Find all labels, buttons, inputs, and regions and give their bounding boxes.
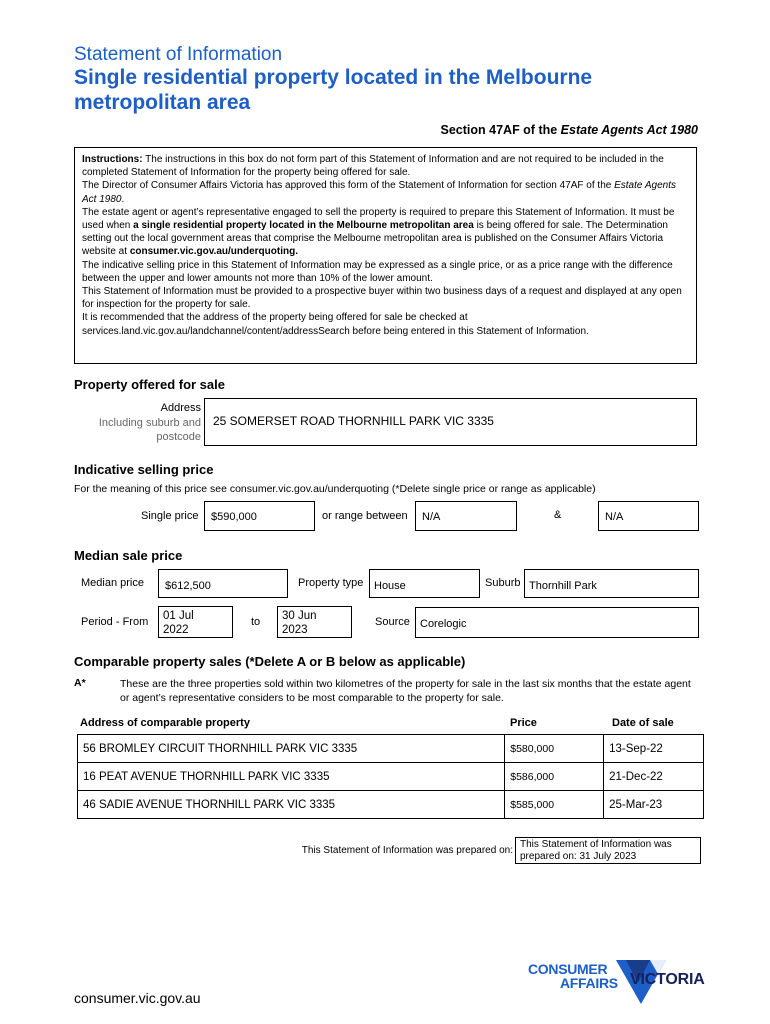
logo-victoria-text: VICTORIA — [630, 971, 705, 988]
instructions-p2-pre: The Director of Consumer Affairs Victoria has approved this form of the Statement of Information for section 47AF of the — [82, 180, 615, 192]
comparable-date[interactable]: 13-Sep-22 — [604, 735, 704, 763]
property-address-value: 25 SOMERSET ROAD THORNHILL PARK VIC 3335 — [213, 414, 494, 428]
comparable-description: These are the three properties sold within two kilometres of the property for sale in the last six months that the estate agent or agent’s representative considers to be most comparable to the property for sale. — [120, 678, 691, 704]
comparable-price[interactable]: $580,000 — [505, 735, 604, 763]
single-price-label: Single price — [141, 510, 199, 522]
instructions-p6: It is recommended that the address of the property being offered for sale be checked at services.land.vic.gov.au/landchannel/content/addressSearch before being entered in this Statement of Information. — [82, 312, 589, 337]
period-to-line-1: 30 Jun — [282, 610, 317, 622]
source-label: Source — [375, 616, 410, 628]
comparable-date[interactable]: 21-Dec-22 — [604, 763, 704, 791]
range-ampersand: & — [554, 509, 562, 521]
range-to-field[interactable] — [598, 501, 699, 531]
indicative-note: For the meaning of this price see consumer.vic.gov.au/underquoting (*Delete single price or range as applicable) — [74, 483, 596, 495]
doc-type: Statement of Information — [74, 44, 283, 65]
comparable-table — [77, 734, 704, 819]
period-from-value — [159, 607, 198, 639]
single-price-field[interactable] — [204, 501, 315, 531]
source-value: Corelogic — [420, 618, 467, 630]
period-from-line-2: 2022 — [163, 624, 189, 636]
single-price-value: $590,000 — [211, 511, 257, 523]
page-title — [74, 65, 592, 115]
range-between-label: or range between — [322, 510, 408, 522]
option-a-marker: A* — [74, 677, 86, 689]
property-heading: Property offered for sale — [74, 377, 225, 392]
instructions-p3-pre: The estate agent or agent’s representative engaged to sell the property is required to prepare this Statement of Information. It must be used when — [82, 206, 675, 232]
prepared-on-line-1: This Statement of Information was — [520, 839, 672, 850]
page-title-line-1: Single residential property located in the Melbourne — [74, 66, 593, 89]
comparable-address[interactable]: 56 BROMLEY CIRCUIT THORNHILL PARK VIC 3335 — [78, 735, 505, 763]
source-field[interactable] — [415, 607, 699, 638]
suburb-field[interactable] — [524, 569, 699, 598]
property-type-label: Property type — [298, 577, 364, 589]
prepared-on-field[interactable] — [515, 837, 701, 864]
col-date-header: Date of sale — [612, 717, 674, 729]
median-heading: Median sale price — [74, 548, 183, 563]
period-to-value — [278, 607, 321, 639]
prepared-on-value — [516, 838, 676, 864]
instructions-p3-mid: is being offered for sale. The Determination setting out the local government areas that comprise the Melbourne metropolitan area is published on the Consumer Affairs Victoria website at — [82, 220, 668, 258]
comparable-date[interactable]: 25-Mar-23 — [604, 791, 704, 819]
period-from-label: Period - From — [81, 616, 149, 628]
section-prefix: Section 47AF of the — [440, 123, 561, 137]
table-row — [78, 763, 704, 791]
property-type-field[interactable] — [369, 569, 480, 598]
instructions-lead: Instructions: — [82, 154, 143, 165]
footer-website: consumer.vic.gov.au — [74, 990, 201, 1006]
range-from-value: N/A — [422, 511, 441, 523]
address-label-line-2: Including suburb and — [98, 416, 201, 429]
prepared-on-label: This Statement of Information was prepared on: — [301, 845, 513, 856]
indicative-heading: Indicative selling price — [74, 462, 214, 477]
instructions-p1-text: The instructions in this box do not form part of this Statement of Information and are not required to be included in the completed Statement of Information for the property being offered for sale. — [82, 154, 664, 179]
suburb-value: Thornhill Park — [529, 580, 597, 592]
col-address-header: Address of comparable property — [80, 717, 250, 729]
period-to-field[interactable] — [277, 606, 352, 638]
consumer-affairs-victoria-logo — [528, 958, 708, 1008]
period-to-label: to — [251, 616, 261, 628]
comparable-price[interactable]: $586,000 — [505, 763, 604, 791]
instructions-box — [74, 147, 697, 364]
instructions-p2-act: Estate Agents Act 1980 — [82, 180, 676, 205]
comparable-address[interactable]: 46 SADIE AVENUE THORNHILL PARK VIC 3335 — [78, 791, 505, 819]
prepared-on-line-2: prepared on: 31 July 2023 — [520, 851, 637, 862]
property-address-field[interactable] — [204, 398, 697, 446]
instructions-p3-bold: a single residential property located in the Melbourne metropolitan area — [133, 220, 474, 232]
property-type-value: House — [374, 580, 406, 592]
range-from-field[interactable] — [415, 501, 517, 531]
instructions-p3 — [82, 206, 689, 259]
period-from-field[interactable] — [158, 606, 233, 638]
instructions-p4: The indicative selling price in this Statement of Information may be expressed as a single price, or as a price range with the difference between the upper and lower amounts not more than 10% of the lower amount. — [82, 259, 673, 284]
period-to-line-2: 2023 — [282, 624, 308, 636]
address-label-line-3: postcode — [156, 431, 201, 443]
period-from-line-1: 01 Jul — [163, 610, 194, 622]
address-label-line-1: Address — [160, 402, 201, 414]
median-price-label: Median price — [81, 577, 144, 589]
comparable-heading: Comparable property sales (*Delete A or B below as applicable) — [74, 654, 466, 669]
logo-affairs-text: AFFAIRS — [560, 975, 618, 991]
instructions-p1 — [82, 153, 689, 179]
range-to-value: N/A — [605, 511, 624, 523]
median-price-field[interactable] — [158, 569, 288, 598]
table-row — [78, 735, 704, 763]
instructions-p3-link: consumer.vic.gov.au/underquoting. — [129, 246, 298, 258]
address-label — [80, 401, 201, 445]
median-price-value: $612,500 — [165, 580, 211, 592]
instructions-p2 — [82, 179, 689, 205]
col-price-header: Price — [510, 717, 537, 729]
instructions-p2-post: . — [121, 193, 125, 205]
suburb-label: Suburb — [485, 577, 521, 589]
table-row — [78, 791, 704, 819]
section-act: Estate Agents Act 1980 — [560, 123, 698, 137]
comparable-price[interactable]: $585,000 — [505, 791, 604, 819]
instructions-p5: This Statement of Information must be provided to a prospective buyer within two business days of a request and displayed at any open for inspection for the property for sale. — [82, 286, 682, 311]
section-reference — [441, 123, 698, 137]
logo-consumer-text: CONSUMER — [528, 961, 608, 977]
comparable-address[interactable]: 16 PEAT AVENUE THORNHILL PARK VIC 3335 — [78, 763, 505, 791]
page-title-line-2: metropolitan area — [74, 91, 251, 114]
